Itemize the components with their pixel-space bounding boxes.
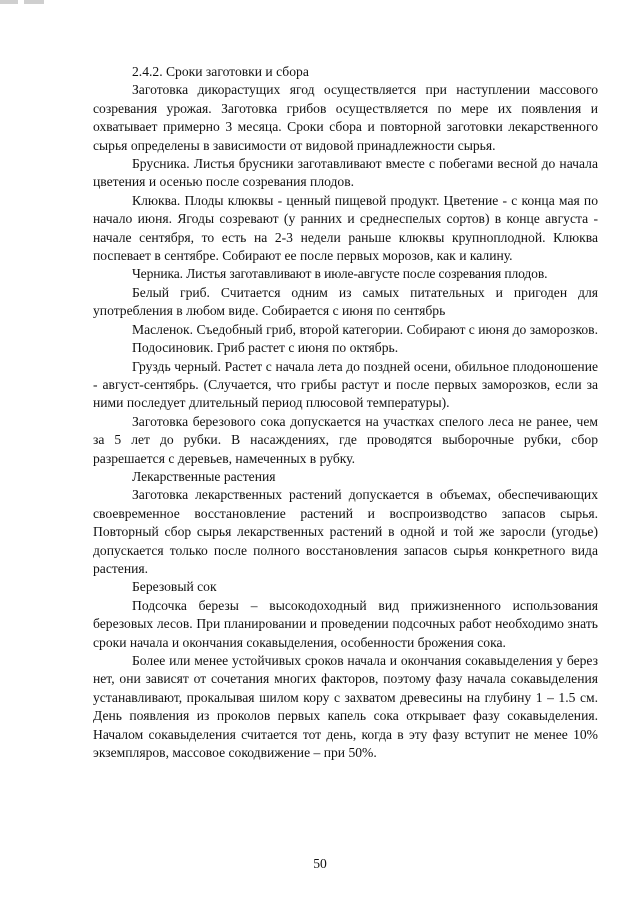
paragraph-sap-flow-timing: Более или менее устойчивых сроков начала и окончания сокавыделения у берез нет, они зависят от сочетания многих факторов, поэтому фазу начала сокавыделения устанавливают, прокалывая шилом кору с захватом древесины на глубину 1 – 1.5 см. День появления из проколов первых капель сока открывает фазу сокавыделения. Началом сокавыделения считается тот день, когда в эту фазу вступит не менее 10% экземпляров, массовое сокодвижение – при 50%. (93, 653, 598, 761)
paragraph-bilberry: Черника. Листья заготавливают в июле-августе после созревания плодов. (132, 266, 548, 282)
subheading-medicinal-plants: Лекарственные растения (132, 468, 276, 484)
paragraph-porcini: Белый гриб. Считается одним из самых питательных и пригоден для употребления в любом виде. Собирается с июня по сентябрь (93, 284, 598, 319)
paragraph-lingonberry: Брусника. Листья брусники заготавливают вместе с побегами весной до начала цветения и осенью после созревания плодов. (93, 156, 598, 190)
paragraph-orange-cap-boletus: Подосиновик. Гриб растет с июня по октябрь. (132, 340, 399, 356)
section-heading: 2.4.2. Сроки заготовки и сбора (132, 64, 309, 79)
paragraph-black-milk-cap: Груздь черный. Растет с начала лета до поздней осени, обильное плодоношение - август-сентябрь. (Случается, что грибы растут и после первых заморозков, если за ними последует длительный период плюсовой температуры). (93, 358, 598, 411)
paragraph-cranberry: Клюква. Плоды клюквы - ценный пищевой продукт. Цветение - с конца мая по начало июня. Ягоды созревают (у ранних и среднеспелых сортов) в конце августа - начале сентября, то есть на 2-3 недели раньше клюквы крупноплодной. Клюква поспевает в сентябре. Собирают ее после первых морозов, как и калину. (93, 192, 598, 264)
paragraph-harvest-overview: Заготовка дикорастущих ягод осуществляется при наступлении массового созревания урожая. Заготовка грибов осуществляется по мере их появления и охватывает примерно 3 месяца. Сроки сбора и повторной заготовки лекарственного сырья определены в зависимости от видовой принадлежности сырья. (93, 82, 598, 153)
paragraph-butter-mushroom: Масленок. Съедобный гриб, второй категории. Собирают с июня до заморозков. (132, 321, 598, 337)
paragraph-birch-sap-harvest: Заготовка березового сока допускается на участках спелого леса не ранее, чем за 5 лет до рубки. В насаждениях, где проводятся выборочные рубки, сбор разрешается с деревьев, намеченных в рубку. (93, 413, 598, 466)
document-page (93, 63, 598, 762)
paragraph-medicinal-plants: Заготовка лекарственных растений допускается в объемах, обеспечивающих своевременное восстановление растений и воспроизводство запасов сырья. Повторный сбор сырья лекарственных растений в одной и той же заросли (угодье) допускается только после полного восстановления запасов сырья конкретного вида растения. (93, 487, 598, 576)
scan-corner-mark (0, 0, 62, 4)
paragraph-birch-tapping: Подсочка березы – высокодоходный вид прижизненного использования березовых лесов. При планировании и проведении подсочных работ необходимо знать сроки начала и окончания сокавыделения, особенности брожения сока. (93, 597, 598, 650)
subheading-birch-sap: Березовый сок (132, 579, 217, 595)
page-number: 50 (313, 856, 327, 871)
